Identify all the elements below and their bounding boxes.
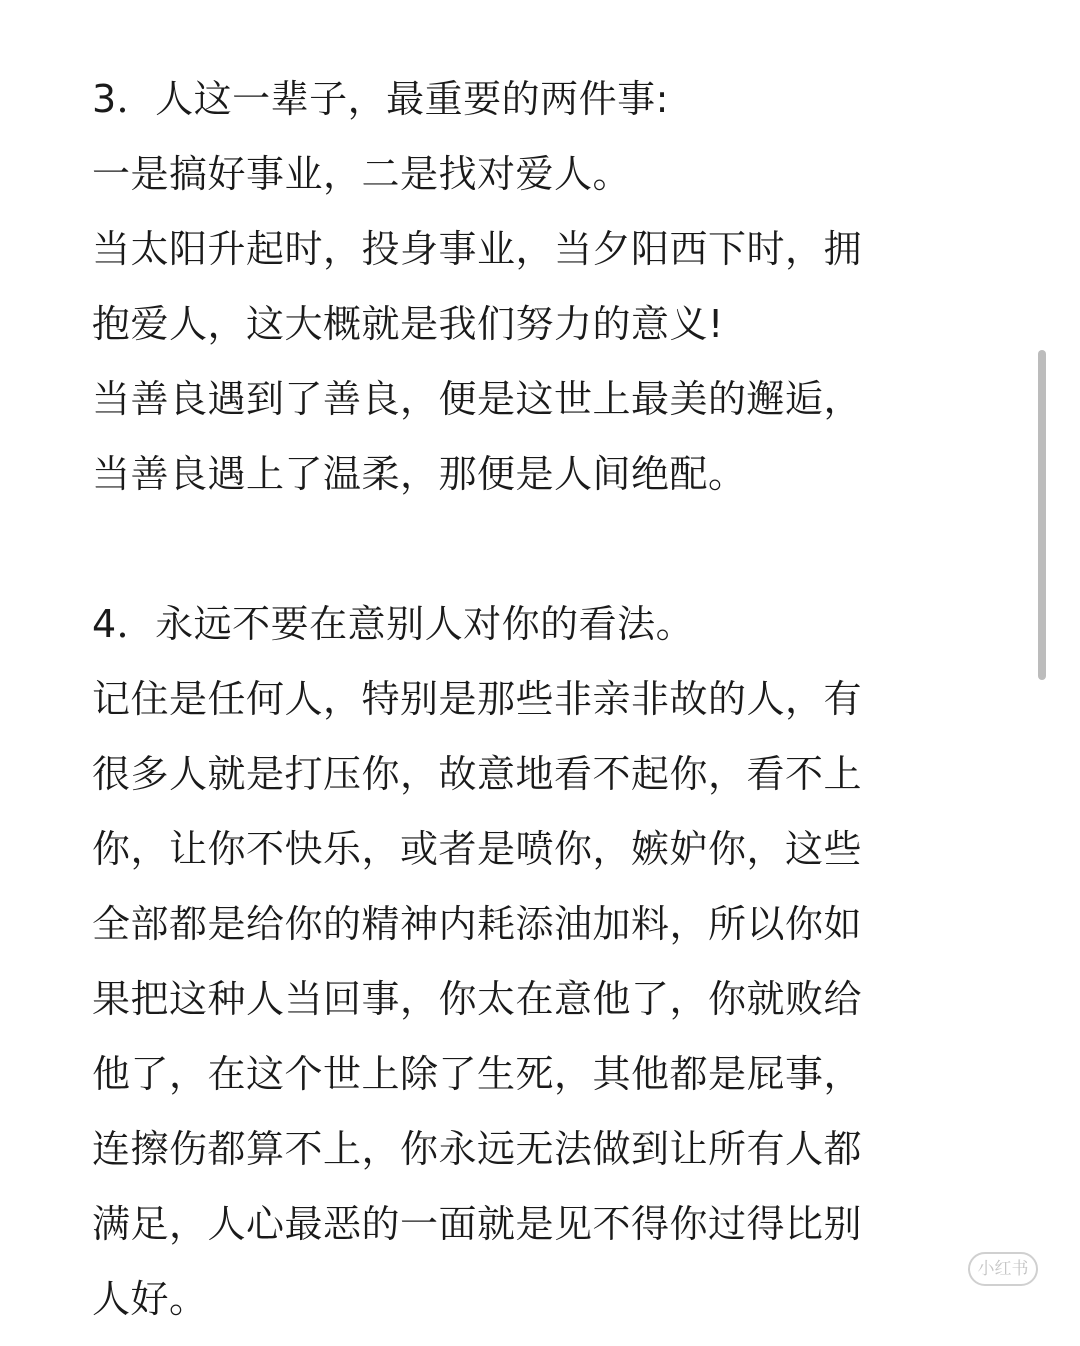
paragraph-line: 一是搞好事业，二是找对爱人。 (92, 152, 632, 196)
paragraph-line: 当太阳升起时，投身事业，当夕阳西下时，拥 (92, 227, 863, 271)
paragraph-line: 当善良遇到了善良，便是这世上最美的邂逅， (92, 377, 863, 421)
xiaohongshu-watermark: 小红书 (968, 1252, 1038, 1286)
section-4 (92, 587, 992, 1337)
paragraph-line: 人好。 (92, 1277, 208, 1321)
paragraph-line: 记住是任何人，特别是那些非亲非故的人，有 (92, 677, 863, 721)
paragraph-line: 当善良遇上了温柔，那便是人间绝配。 (92, 452, 747, 496)
article-body (92, 62, 992, 1337)
paragraph-line: 你，让你不快乐，或者是喷你，嫉妒你，这些 (92, 827, 863, 871)
section-3-heading: 3．人这一辈子，最重要的两件事: (92, 77, 669, 121)
paragraph-line: 果把这种人当回事，你太在意他了，你就败给 (92, 977, 863, 1021)
paragraph-line: 连擦伤都算不上，你永远无法做到让所有人都 (92, 1127, 863, 1171)
paragraph-line: 抱爱人，这大概就是我们努力的意义! (92, 302, 724, 346)
paragraph-line: 满足，人心最恶的一面就是见不得你过得比别 (92, 1202, 863, 1246)
paragraph-line: 他了，在这个世上除了生死，其他都是屁事， (92, 1052, 863, 1096)
paragraph-line: 很多人就是打压你，故意地看不起你，看不上 (92, 752, 863, 796)
paragraph-line: 全部都是给你的精神内耗添油加料，所以你如 (92, 902, 863, 946)
vertical-scrollbar[interactable] (1038, 350, 1046, 680)
section-4-heading: 4．永远不要在意别人对你的看法。 (92, 602, 695, 646)
section-3 (92, 62, 992, 512)
